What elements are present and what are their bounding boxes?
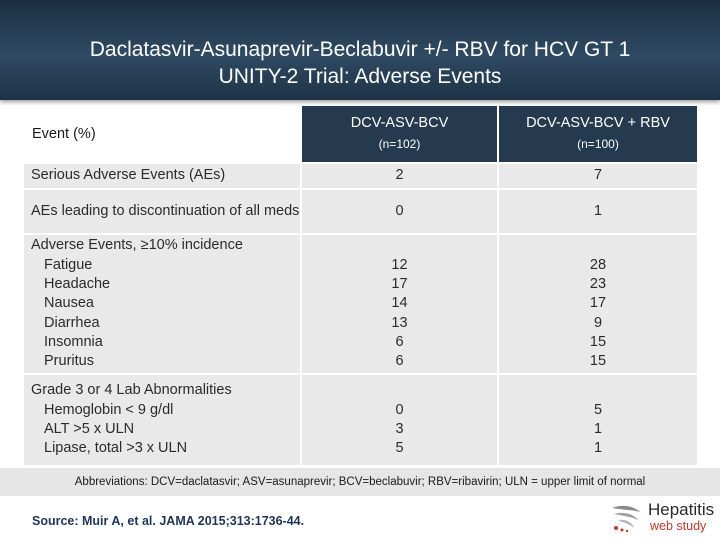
arm2-value: 5 [593,401,603,418]
arm2-value: 15 [589,333,607,350]
slide-title [0,36,720,90]
arm2-value: 1 [593,421,603,437]
arm2-value: 7 [498,163,697,189]
table-header-row [24,106,697,163]
arm1-value: 0 [395,401,404,418]
row-label: Serious Adverse Events (AEs) [24,163,301,189]
event-column-header: Event (%) [24,106,301,163]
source-citation: Source: Muir A, et al. JAMA 2015;313:1736-44. [32,514,305,528]
arm2-value: 17 [589,295,607,312]
arm1-n: (n=102) [378,137,421,151]
arm1-value: 12 [391,256,408,273]
group-label: Adverse Events, ≥10% incidence [31,237,243,254]
arm1-value-group [301,374,498,465]
sub-item-label: Insomnia [44,333,103,350]
logo-word-hepatitis: Hepatitis [648,500,715,519]
arm2-value: 23 [589,276,607,293]
table-row [24,374,697,465]
arm2-value: 1 [593,440,603,457]
sub-item-label: Nausea [44,295,94,312]
arm2-value: 28 [589,256,607,273]
row-label: AEs leading to discontinuation of all meds [24,189,301,234]
arm1-value: 0 [301,189,498,234]
arm2-value: 9 [593,314,603,331]
arm2-n: (n=100) [577,137,619,151]
sub-item-label: Fatigue [44,256,93,273]
logo-mark-icon [608,502,644,534]
sub-item-label: Lipase, total >3 x ULN [44,440,188,457]
row-label-group [24,374,301,465]
arm1-value: 17 [391,276,408,293]
arm2-value: 15 [589,353,607,370]
table-row [24,234,697,374]
adverse-events-table [24,106,697,465]
arm2-value-group [498,374,697,465]
arm1-column-header [301,106,498,163]
arm1-value-group [301,234,498,374]
arm2-value-group [498,234,697,374]
row-label-group [24,234,301,374]
hepatitis-web-study-logo [608,500,718,536]
logo-word-web-study: web study [650,519,707,533]
sub-item-label: Hemoglobin < 9 g/dl [44,401,174,418]
sub-item-label: Pruritus [44,353,94,370]
sub-item-label: ALT >5 x ULN [44,421,135,437]
arm1-value: 14 [391,295,408,312]
title-line-2: UNITY-2 Trial: Adverse Events [218,65,502,88]
arm1-name: DCV-ASV-BCV [350,115,449,131]
sub-item-label: Diarrhea [44,314,100,331]
arm2-column-header [498,106,697,163]
arm2-name: DCV-ASV-BCV + RBV [526,115,670,131]
table-row [24,189,697,234]
title-line-1: Daclatasvir-Asunaprevir-Beclabuvir +/- RBV for HCV GT 1 [89,38,631,61]
title-banner [0,0,720,100]
arm1-value: 5 [395,440,404,457]
arm1-value: 13 [391,314,408,331]
group-label: Grade 3 or 4 Lab Abnormalities [31,382,232,399]
arm1-value: 2 [301,163,498,189]
table-row [24,163,697,189]
arm1-value: 3 [395,421,404,437]
arm1-value: 6 [395,353,404,370]
arm1-value: 6 [395,333,404,350]
sub-item-label: Headache [44,276,111,293]
abbreviations-bar: Abbreviations: DCV=daclatasvir; ASV=asunaprevir; BCV=beclabuvir; RBV=ribavirin; ULN = upper limit of normal [0,468,720,496]
arm2-value: 1 [498,189,697,234]
